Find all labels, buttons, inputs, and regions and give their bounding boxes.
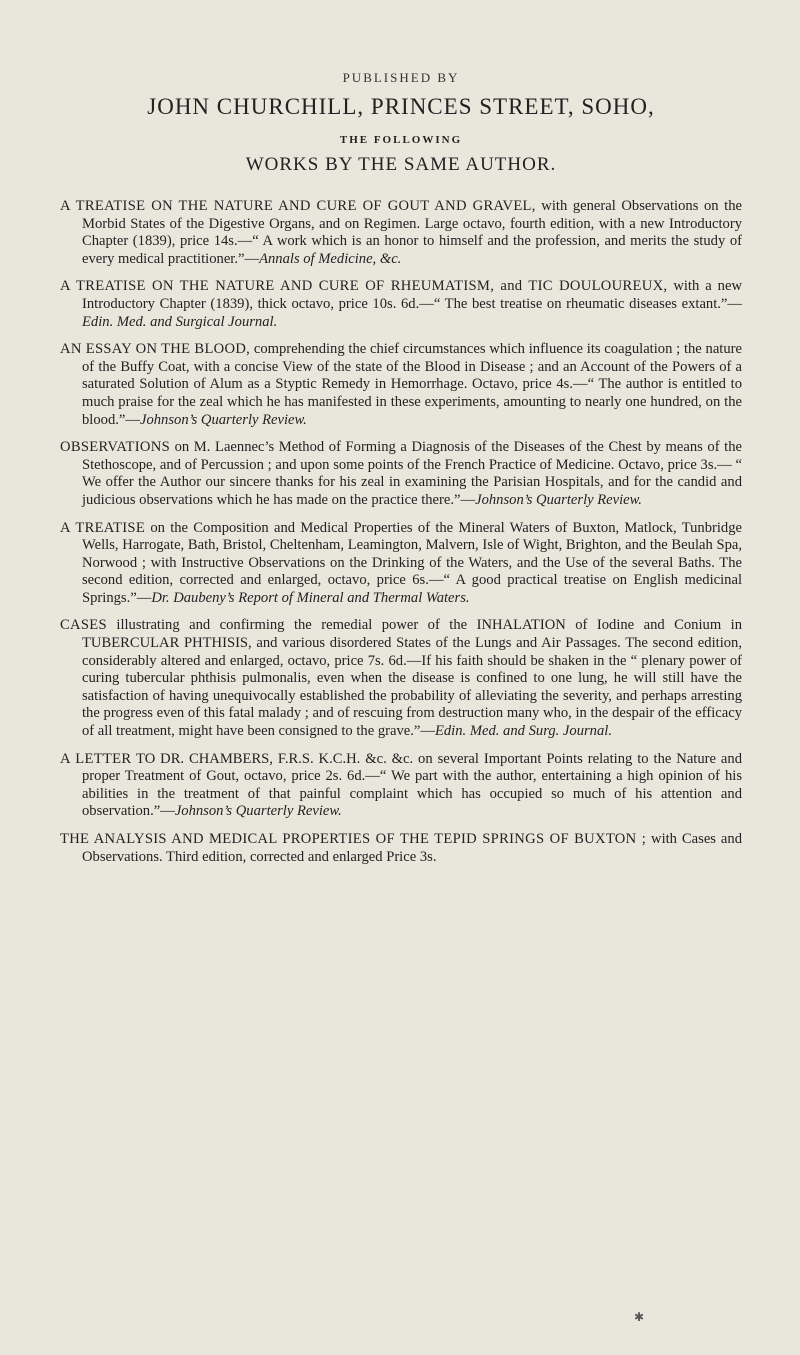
entry-citation: Annals of Medicine, &c. (259, 250, 402, 267)
entry-title: A LETTER (60, 750, 132, 767)
entry-title: A TREATISE (60, 519, 146, 536)
list-item (60, 520, 742, 608)
list-item (60, 341, 742, 429)
works-list (60, 198, 742, 866)
entry-body: on M. Laennec’s Method of Forming a Diagnosis of the Diseases of the Chest by means of the Stethoscope, and of Percussion ; and upon some points of the French Practice of Medicine. Octavo, price 3s.— “ We offer the Author our sincere thanks for his zeal in examining the Parisian Hospitals, and for the candid and judicious observations which he has made on the practice there.”— (82, 439, 742, 508)
entry-citation: Johnson’s Quarterly Review. (139, 411, 307, 428)
entry-citation: Edin. Med. and Surg. Journal. (434, 723, 612, 740)
entry-citation: Johnson’s Quarterly Review. (475, 491, 642, 508)
list-item (60, 751, 742, 821)
list-item (60, 831, 742, 866)
entry-body: with Cases and Observations. Third edition, corrected and enlarged Price 3s. (82, 831, 742, 865)
header (60, 70, 742, 176)
following-line: THE FOLLOWING (339, 134, 463, 146)
entry-citation: Edin. Med. and Surgical Journal. (82, 313, 278, 330)
works-title: WORKS BY THE SAME AUTHOR. (245, 154, 557, 175)
entry-title: A TREATISE ON THE NATURE AND CURE OF GOUT AND GRAVEL, (60, 198, 536, 214)
entry-citation: Johnson’s Quarterly Review. (174, 803, 342, 820)
entry-body: illustrating and confirming the remedial power of the INHALATION of Iodine and Conium in TUBERCULAR PHTHISIS, and various disordered States of the Lungs and Air Passages. The second edition, considerably altered and enlarged, octavo, price 7s. 6d.—If his faith should be shaken in the “ plenary power of curing tubercular phthisis pulmonalis, even when the disease is confined to one lung, he will still have the satisfaction of having unequivocally established the probability of alleviating the severity, and perhaps arresting the progress even of this fatal malady ; and of rescuing from destruction many who, in the despair of the efficacy of all treatment, might have been consigned to the grave.”— (82, 617, 742, 740)
entry-citation: Dr. Daubeny’s Report of Mineral and Thermal Waters. (151, 589, 470, 606)
entry-body: with general Observations on the Morbid States of the Digestive Organs, and on Regimen. Large octavo, fourth edition, with a new Introductory Chapter (1839), price 14s.—“ A work which is an honor to himself and the profession, and merits the study of every medical practitioner.”— (82, 198, 742, 267)
entry-body: on the Composition and Medical Properties of the Mineral Waters of Buxton, Matlock, Tunbridge Wells, Harrogate, Bath, Bristol, Cheltenham, Leamington, Malvern, Isle of Wight, Brighton, and the Beulah Spa, Norwood ; with Instructive Observations on the Drinking of the Waters, and the Use of the several Baths. The second edition, corrected and enlarged, octavo, price 6s.—“ A good practical treatise on English medicinal Springs.”— (82, 519, 742, 606)
entry-title: CASES (60, 617, 107, 634)
published-by-line: PUBLISHED BY (342, 70, 460, 85)
list-item (60, 198, 742, 268)
list-item (60, 617, 742, 740)
entry-title: AN ESSAY ON THE BLOOD, (60, 341, 251, 358)
publisher-name: JOHN CHURCHILL, PRINCES STREET, SOHO, (147, 94, 655, 119)
entry-title: A TREATISE ON THE NATURE AND CURE OF RHEUMATISM, and TIC DOULOUREUX, (60, 278, 668, 295)
entry-body: with a new Introductory Chapter (1839), thick octavo, price 10s. 6d.—“ The best treatise on rheumatic diseases extant.”— (82, 278, 742, 312)
list-item (60, 278, 742, 331)
entry-title: OBSERVATIONS (60, 439, 171, 456)
entry-title: THE ANALYSIS AND MEDICAL PROPERTIES OF THE TEPID SPRINGS OF BUXTON ; (60, 831, 647, 847)
page-mark: ✱ (634, 1310, 645, 1324)
list-item (60, 439, 742, 509)
entry-body: comprehending the chief circumstances which influence its coagulation ; the nature of the Buffy Coat, with a concise View of the state of the Blood in Disease ; and an Account of the Powers of a saturated Solution of Alum as a Styptic Remedy in Hemorrhage. Octavo, price 4s.—“ The author is entitled to much praise for the zeal which he has manifested in these experiments, amounting to nearly one hundred, on the blood.”— (82, 341, 742, 428)
entry-body: TO DR. CHAMBERS, F.R.S. K.C.H. &c. &c. on several Important Points relating to the Nature and proper Treatment of Gout, octavo, price 2s. 6d.—“ We part with the author, entertaining a high opinion of his abilities in the treatment of that painful complaint which has occupied so much of his attention and observation.”— (82, 750, 742, 820)
